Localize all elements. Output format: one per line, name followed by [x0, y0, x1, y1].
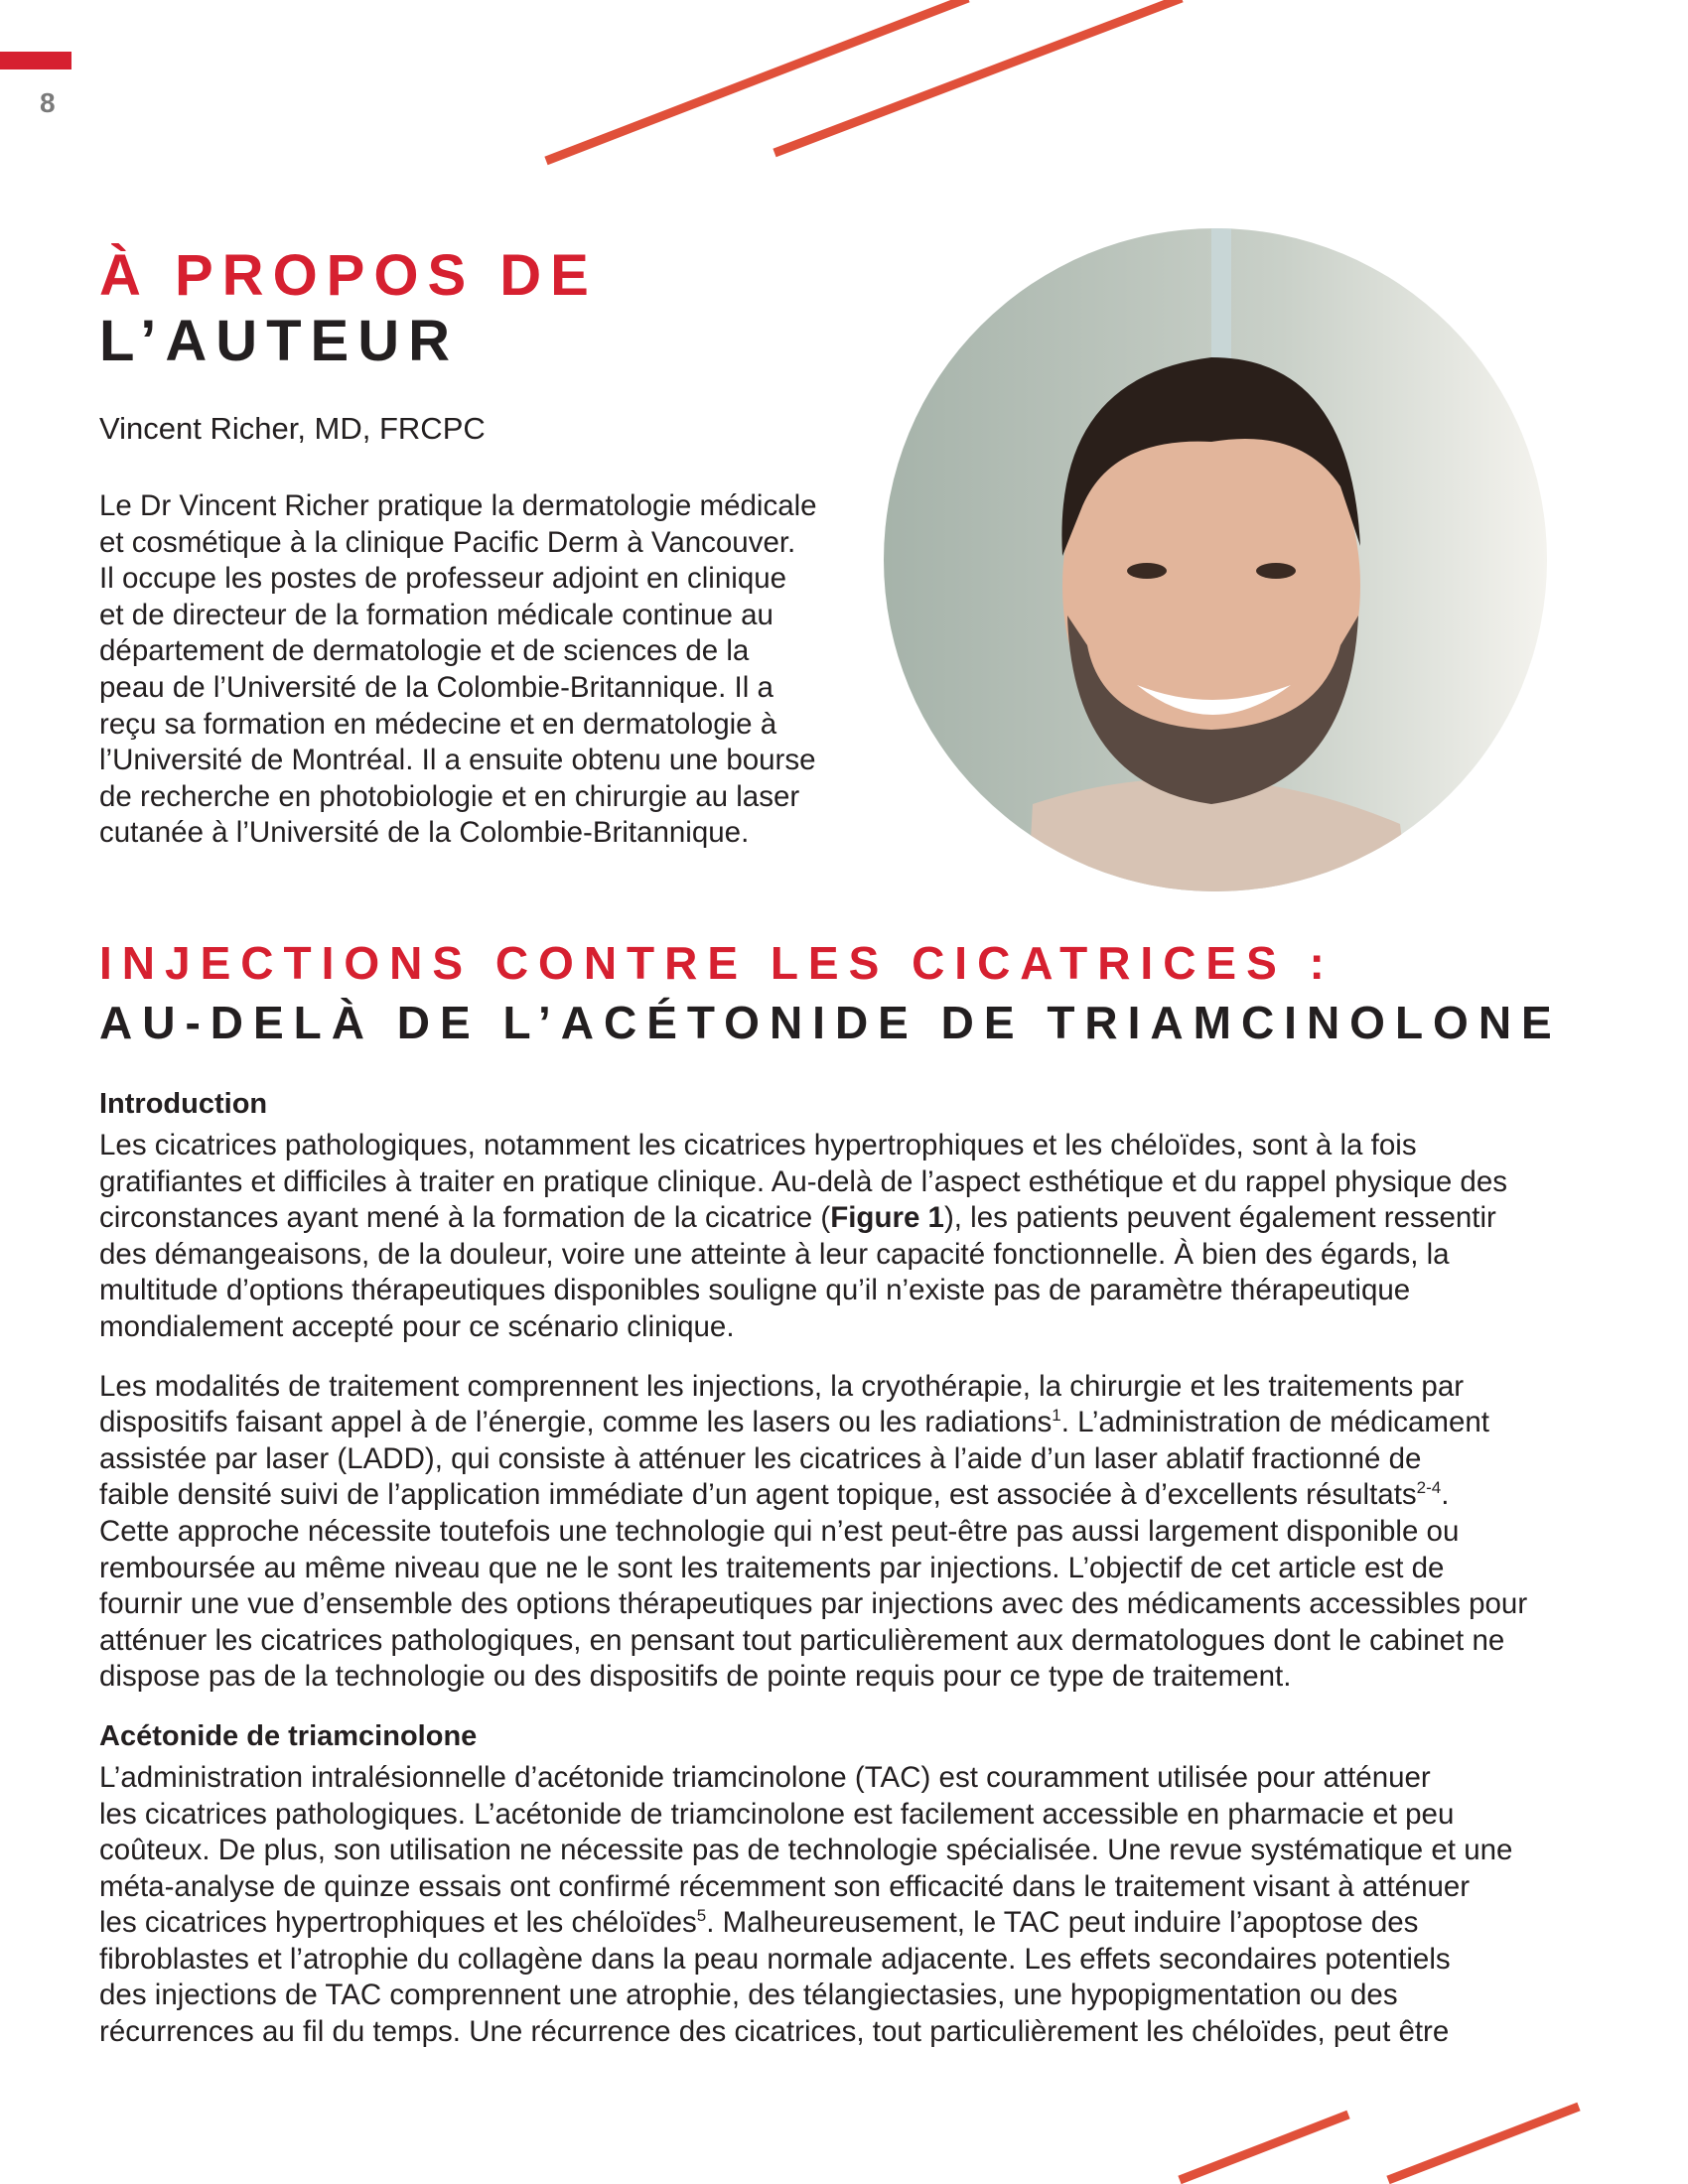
text-line: de recherche en photobiologie et en chirurgie au laser: [99, 779, 800, 813]
text-line: fibroblastes et l’atrophie du collagène dans la peau normale adjacente. Les effets secondaires potentiels: [99, 1942, 1451, 1976]
text-line: Les cicatrices pathologiques, notamment les cicatrices hypertrophiques et les chéloïdes, sont à la fois: [99, 1129, 1417, 1161]
text-line: multitude d’options thérapeutiques disponibles souligne qu’il n’existe pas de paramètre thérapeutique: [99, 1274, 1411, 1307]
text-line: méta-analyse de quinze essais ont confirmé récemment son efficacité dans le traitement visant à atténuer: [99, 1869, 1471, 1903]
reference-superscript: 2-4: [1416, 1478, 1442, 1498]
text-line: peau de l’Université de la Colombie-Britannique. Il a: [99, 670, 774, 704]
text-line: reçu sa formation en médecine et en dermatologie à: [99, 707, 777, 741]
paragraph: [99, 1760, 1589, 2051]
author-bio: [99, 488, 817, 852]
reference-superscript: 5: [696, 1906, 707, 1926]
text-line: Les modalités de traitement comprennent les injections, la cryothérapie, la chirurgie et les traitements par: [99, 1369, 1465, 1403]
article-title-line1: INJECTIONS CONTRE LES CICATRICES :: [99, 937, 1335, 989]
text-line: et cosmétique à la clinique Pacific Derm à Vancouver.: [99, 525, 796, 559]
text-segment: ), les patients peuvent également ressentir: [943, 1201, 1496, 1235]
paragraph: [99, 1128, 1589, 1346]
article-title-line2: AU-DELÀ DE L’ACÉTONIDE DE TRIAMCINOLONE: [99, 997, 1562, 1048]
text-line: assistée par laser (LADD), qui consiste à atténuer les cicatrices à l’aide d’un laser ablatif fractionné de: [99, 1441, 1422, 1475]
text-line: [99, 1477, 1589, 1514]
stripe-bottom-2: [1388, 2107, 1579, 2180]
text-line: et de directeur de la formation médicale continue au: [99, 598, 774, 631]
section-heading: Acétonide de triamcinolone: [99, 1719, 478, 1752]
section-heading: Introduction: [99, 1088, 268, 1120]
stripe-bottom-1: [1180, 2115, 1348, 2180]
figure-reference: Figure 1: [830, 1201, 944, 1235]
text-line: l’Université de Montréal. Il a ensuite obtenu une bourse: [99, 744, 816, 777]
text-line: coûteux. De plus, son utilisation ne nécessite pas de technologie spécialisée. Une revue systématique et une: [99, 1834, 1513, 1867]
paragraph: [99, 1369, 1589, 1696]
article-body: [99, 1086, 1589, 2074]
text-line: dispose pas de la technologie ou des dispositifs de pointe requis pour ce type de traitement.: [99, 1660, 1292, 1694]
text-segment: dispositifs faisant appel à de l’énergie, comme les lasers ou les radiations: [99, 1406, 1053, 1439]
text-line: L’administration intralésionnelle d’acétonide triamcinolone (TAC) est couramment utilisée pour atténuer: [99, 1760, 1431, 1794]
text-line: [99, 1200, 1589, 1237]
text-line: mondialement accepté pour ce scénario clinique.: [99, 1309, 735, 1343]
text-line: remboursée au même niveau que ne le sont les traitements par injections. L’objectif de cet article est de: [99, 1551, 1445, 1584]
text-line: des démangeaisons, de la douleur, voire une atteinte à leur capacité fonctionnelle. À bien des égards, la: [99, 1237, 1450, 1271]
page-number: 8: [40, 87, 56, 118]
text-segment: circonstances ayant mené à la formation de la cicatrice (: [99, 1201, 831, 1235]
stripe-top-2: [774, 0, 1182, 153]
author-name: Vincent Richer, MD, FRCPC: [99, 411, 486, 446]
text-line: les cicatrices pathologiques. L’acétonide de triamcinolone est facilement accessible en pharmacie et peu: [99, 1797, 1455, 1831]
text-segment: les cicatrices hypertrophiques et les chéloïdes: [99, 1906, 697, 1940]
text-line: département de dermatologie et de sciences de la: [99, 634, 750, 668]
text-line: des injections de TAC comprennent une atrophie, des télangiectasies, une hypopigmentation ou des: [99, 1979, 1398, 2012]
text-segment: . Malheureusement, le TAC peut induire l’apoptose des: [706, 1906, 1419, 1940]
text-line: [99, 1405, 1589, 1441]
author-heading-line1: À PROPOS DE: [99, 243, 598, 308]
text-line: Le Dr Vincent Richer pratique la dermatologie médicale: [99, 489, 817, 522]
text-line: récurrences au fil du temps. Une récurrence des cicatrices, tout particulièrement les chéloïdes, peut être: [99, 2015, 1450, 2049]
author-heading-line2: L’AUTEUR: [99, 309, 459, 373]
reference-superscript: 1: [1052, 1406, 1061, 1426]
text-line: gratifiantes et difficiles à traiter en pratique clinique. Au-delà de l’aspect esthétique et du rappel physique des: [99, 1164, 1507, 1198]
author-photo: [884, 228, 1547, 891]
text-line: cutanée à l’Université de la Colombie-Britannique.: [99, 816, 750, 850]
stripe-top-1: [546, 0, 968, 161]
text-line: atténuer les cicatrices pathologiques, en pensant tout particulièrement aux dermatologues dont le cabinet ne: [99, 1623, 1505, 1657]
text-line: Il occupe les postes de professeur adjoint en clinique: [99, 562, 787, 596]
text-segment: .: [1441, 1478, 1450, 1512]
text-line: Cette approche nécessite toutefois une technologie qui n’est peut-être pas aussi largement disponible ou: [99, 1514, 1460, 1548]
text-line: fournir une vue d’ensemble des options thérapeutiques par injections avec des médicaments accessibles pour: [99, 1587, 1528, 1621]
text-segment: faible densité suivi de l’application immédiate d’un agent topique, est associée à d’excellents résultats: [99, 1478, 1417, 1512]
text-line: [99, 1905, 1589, 1942]
text-segment: . L’administration de médicament: [1060, 1406, 1489, 1439]
